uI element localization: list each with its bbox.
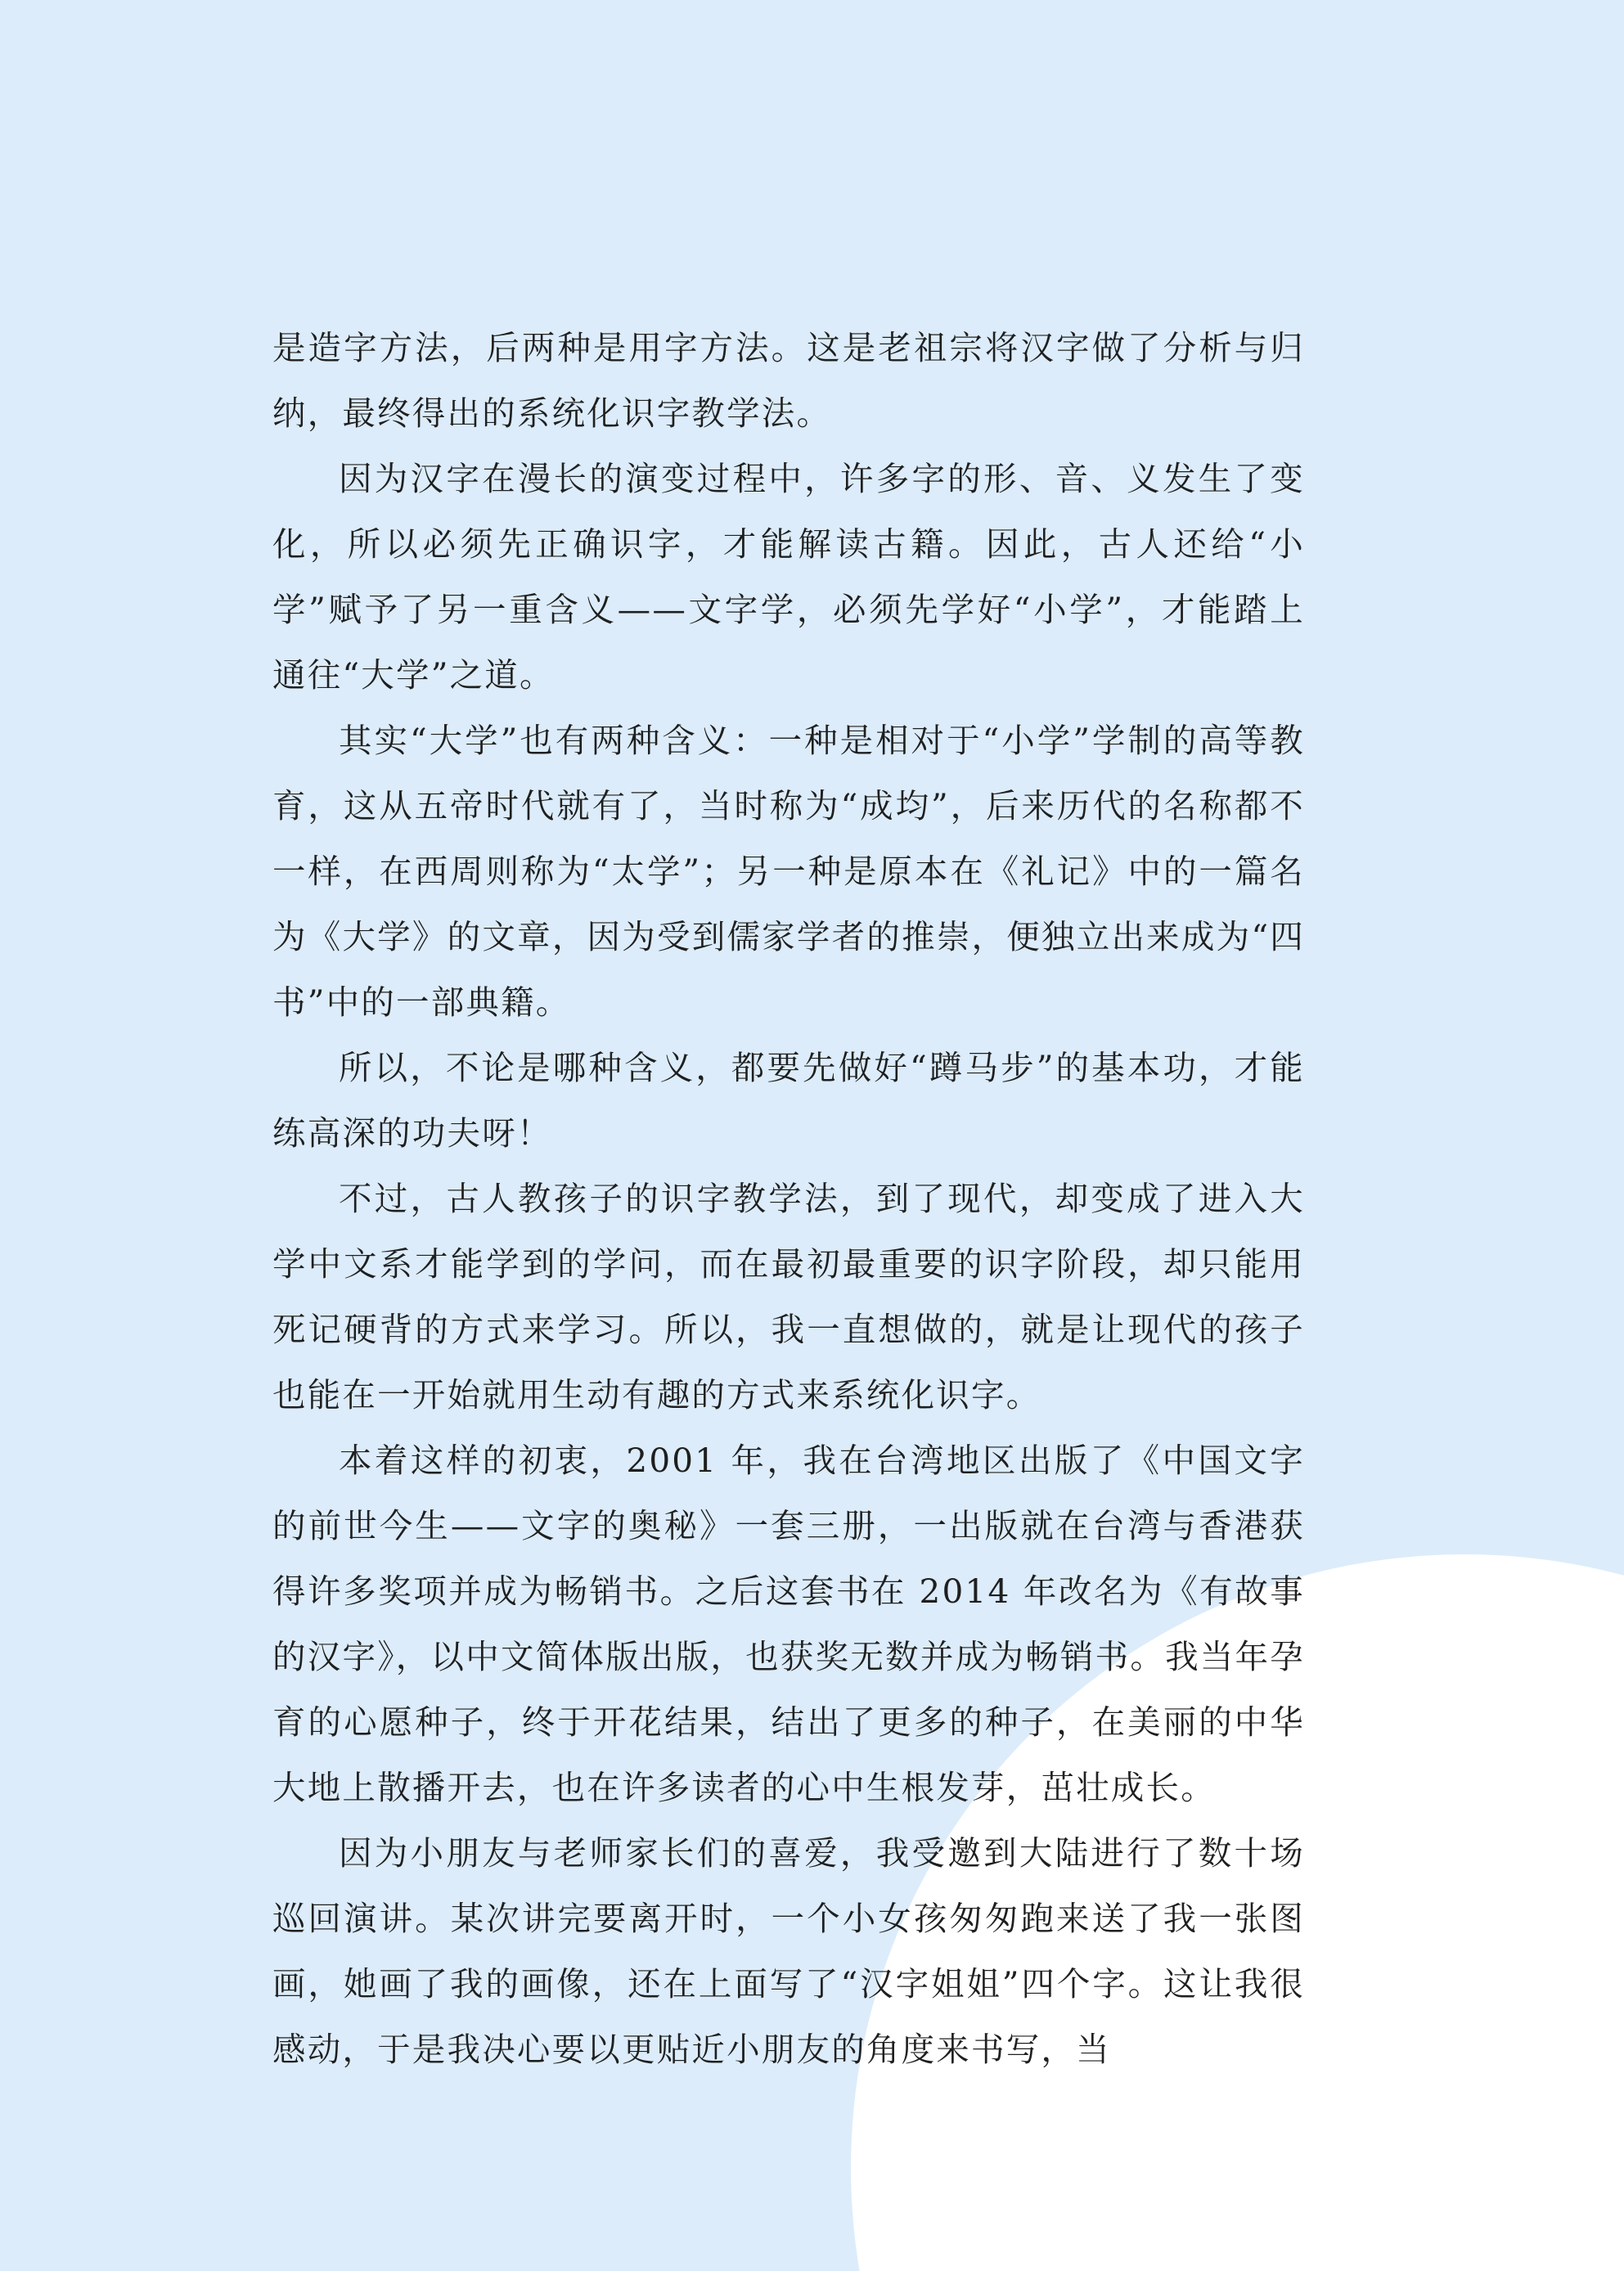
paragraph: 其实“大学”也有两种含义：一种是相对于“小学”学制的高等教育，这从五帝时代就有了，当时称为“成均”，后来历代的名称都不一样，在西周则称为“太学”；另一种是原本在《礼记》中的一篇名为《大学》的文章，因为受到儒家学者的推崇，便独立出来成为“四书”中的一部典籍。	[272, 721, 1305, 1022]
paragraph: 因为汉字在漫长的演变过程中，许多字的形、音、义发生了变化，所以必须先正确识字，才能解读古籍。因此，古人还给“小学”赋予了另一重含义——文字学，必须先学好“小学”，才能踏上通往“大学”之道。	[272, 459, 1305, 695]
paragraph: 是造字方法，后两种是用字方法。这是老祖宗将汉字做了分析与归纳，最终得出的系统化识字教学法。	[272, 328, 1305, 433]
paragraph: 所以，不论是哪种含义，都要先做好“蹲马步”的基本功，才能练高深的功夫呀！	[272, 1048, 1305, 1153]
body-text	[272, 315, 1305, 2082]
paragraph: 不过，古人教孩子的识字教学法，到了现代，却变成了进入大学中文系才能学到的学问，而在最初最重要的识字阶段，却只能用死记硬背的方式来学习。所以，我一直想做的，就是让现代的孩子也能在一开始就用生动有趣的方式来系统化识字。	[272, 1179, 1305, 1414]
paragraph: 本着这样的初衷，2001 年，我在台湾地区出版了《中国文字的前世今生——文字的奥秘》一套三册，一出版就在台湾与香港获得许多奖项并成为畅销书。之后这套书在 2014 年改名为《有故事的汉字》，以中文简体版出版，也获奖无数并成为畅销书。我当年孕育的心愿种子，终于开花结果，结出了更多的种子，在美丽的中华大地上散播开去，也在许多读者的心中生根发芽，茁壮成长。	[272, 1441, 1305, 1807]
paragraph: 因为小朋友与老师家长们的喜爱，我受邀到大陆进行了数十场巡回演讲。某次讲完要离开时，一个小女孩匆匆跑来送了我一张图画，她画了我的画像，还在上面写了“汉字姐姐”四个字。这让我很感动，于是我决心要以更贴近小朋友的角度来书写，当	[272, 1833, 1305, 2069]
